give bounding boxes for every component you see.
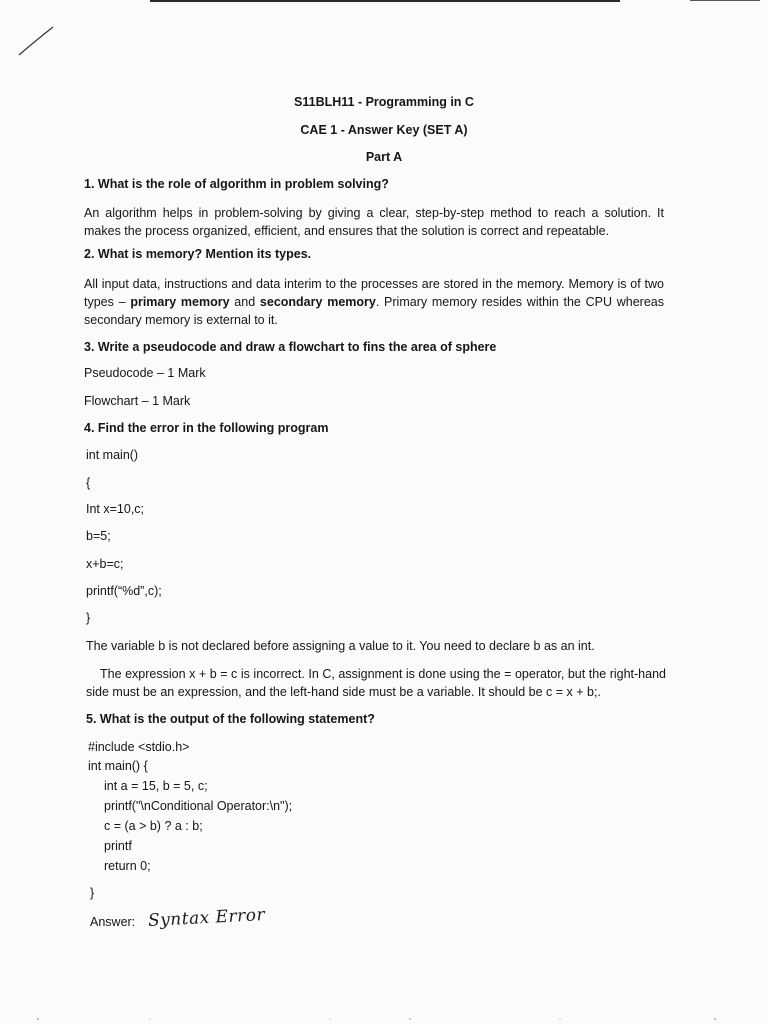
question-4: 4. Find the error in the following program: [84, 421, 329, 435]
exam-title: CAE 1 - Answer Key (SET A): [300, 123, 468, 137]
flowchart-mark: Flowchart – 1 Mark: [84, 394, 191, 408]
q5-code-line: int a = 15, b = 5, c;: [104, 779, 208, 793]
course-title: S11BLH11 - Programming in C: [294, 95, 474, 109]
q4-code-line: int main(): [86, 448, 139, 462]
q5-code-line: int main() {: [88, 759, 148, 773]
pseudocode-mark: Pseudocode – 1 Mark: [84, 366, 206, 380]
q5-code-line: return 0;: [104, 859, 151, 873]
question-2: 2. What is memory? Mention its types.: [84, 247, 312, 261]
q4-code-line: b=5;: [86, 529, 111, 543]
answer-2-primary: primary memory: [130, 295, 230, 309]
page-top-edge-right: [690, 0, 760, 1]
answer-5-label: Answer:: [90, 915, 136, 929]
q5-code-line: c = (a > b) ? a : b;: [104, 819, 203, 833]
question-1: 1. What is the role of algorithm in problem solving?: [84, 177, 389, 191]
answer-2-text-b: . Primary memory resides within the CPU whereas secondary memory is external to it.: [84, 295, 665, 327]
q5-code-line: printf: [104, 839, 132, 853]
answer-2-and: and: [229, 295, 260, 309]
pen-stroke-mark: [16, 24, 56, 58]
answer-5-handwritten: Syntax Error: [147, 904, 266, 932]
answer-4-explanation-1: The variable b is not declared before assigning a value to it. You need to declare b as an int.: [86, 639, 595, 653]
answer-4-explanation-2: The expression x + b = c is incorrect. In C, assignment is done using the = operator, but the right-hand side must be an expression, and the left-hand side must be a variable. It should be c = x + b;.: [86, 667, 666, 699]
q4-code-line: printf(“%d”,c);: [86, 584, 162, 598]
page-top-edge: [150, 0, 620, 2]
scan-noise-dots: [0, 1016, 768, 1022]
answer-1: An algorithm helps in problem-solving by giving a clear, step-by-step method to reach a solution. It makes the process organized, efficient, and ensures that the solution is correct and repeatable.: [84, 206, 664, 238]
answer-2-text-a: All input data, instructions and data interim to the processes are stored in the memory. Memory is of two types –: [84, 277, 664, 309]
q4-code-line: {: [86, 476, 91, 490]
answer-2-secondary: secondary memory: [259, 295, 376, 309]
answer-2: [84, 275, 664, 329]
q4-code-line: x+b=c;: [86, 557, 124, 571]
q4-code-line: }: [86, 611, 91, 625]
q5-code-line: #include <stdio.h>: [88, 740, 190, 754]
q5-code-line: }: [90, 886, 95, 900]
question-5: 5. What is the output of the following statement?: [86, 712, 375, 726]
question-3: 3. Write a pseudocode and draw a flowchart to fins the area of sphere: [84, 340, 497, 354]
q4-code-line: Int x=10,c;: [86, 502, 145, 516]
part-title: Part A: [365, 150, 403, 164]
q5-code-line: printf("\nConditional Operator:\n");: [104, 799, 293, 813]
